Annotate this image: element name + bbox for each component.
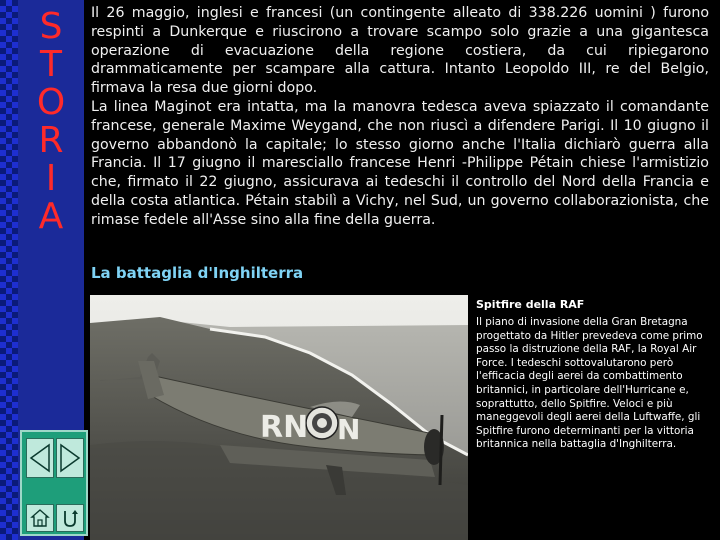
paragraph-dunkerque: Il 26 maggio, inglesi e francesi (un contingente alleato di 338.226 uomini ) furono respinti a Dunkerque e riuscirono a trovare scampo solo grazie a una gigantesca operazione di evacuazione della regione costiera, da cui ripiegarono drammaticamente per scampare alla cattura. Intanto Leopoldo III, re del Belgio, firmava la resa due giorni dopo.	[91, 5, 709, 97]
aircraft-code: RN	[260, 410, 309, 445]
home-icon	[29, 507, 51, 529]
paragraph-maginot: La linea Maginot era intatta, ma la manovra tedesca aveva spiazzato il comandante francese, generale Maxime Weygand, che non riuscì a difendere Parigi. Il 10 giugno il governo abbandonò la capitale; lo stesso giorno anche l'Italia dichiarò guerra alla Francia. Il 17 giugno il maresciallo francese Henri -Philippe Pétain chiese l'armistizio che, firmato il 22 giugno, assicurava ai tedeschi il controllo del Nord della Francia e della costa atlantica. Pétain stabilì a Vichy, nel Sud, un governo collaborazionista, che rimase fedele all'Asse sino alla fine della guerra.	[91, 98, 709, 228]
title-letter-o: O	[36, 82, 66, 123]
return-icon	[59, 507, 81, 529]
caption-title: Spitfire della RAF	[476, 298, 585, 311]
arrow-left-icon	[29, 443, 51, 473]
title-letter-t: T	[40, 44, 62, 85]
title-letter-r: R	[38, 120, 64, 161]
section-heading: La battaglia d'Inghilterra	[91, 264, 304, 282]
title-letter-i: I	[45, 158, 57, 199]
arrow-right-icon	[59, 443, 81, 473]
return-button[interactable]	[56, 504, 84, 532]
aircraft-code-suffix: N	[337, 413, 361, 446]
checkered-border	[0, 0, 18, 540]
vertical-title	[28, 8, 74, 236]
caption-body: Il piano di invasione della Gran Bretagna progettato da Hitler prevedeva come primo passo la distruzione della RAF, la Royal Air Force. I tedeschi sottovalutarono però l'efficacia degli aerei da combattimento britannici, in particolare dell'Hurricane e, soprattutto, dello Spitfire. Veloci e più maneggevoli degli aerei della Luftwaffe, gli Spitfire furono determinanti per la vittoria britannica nella battaglia d'Inghilterra.	[476, 316, 703, 451]
main-text	[91, 4, 709, 230]
title-letter-s: S	[39, 6, 63, 47]
home-button[interactable]	[26, 504, 54, 532]
title-letter-a: A	[38, 196, 64, 237]
next-slide-button[interactable]	[56, 438, 84, 478]
spitfire-photo	[90, 295, 468, 540]
navigation-panel	[20, 430, 88, 536]
previous-slide-button[interactable]	[26, 438, 54, 478]
